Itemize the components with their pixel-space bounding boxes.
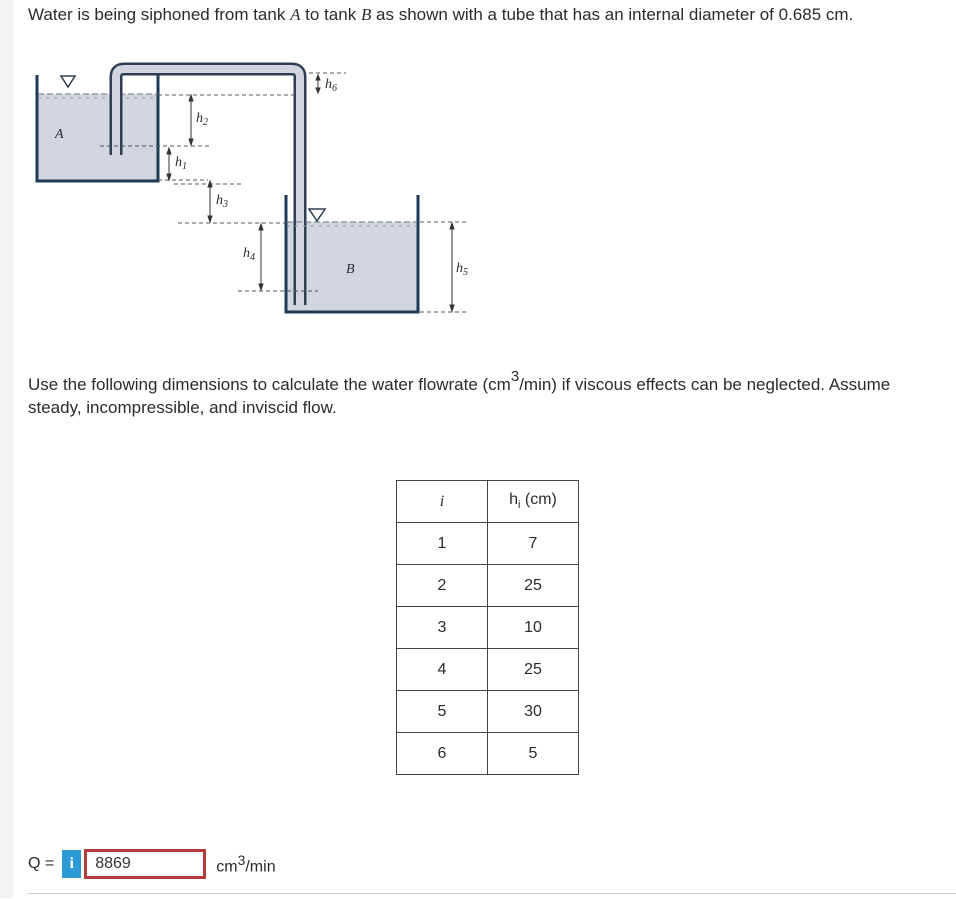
h6-label: $h_6$ (325, 77, 337, 94)
h5-label: $h_5$ (456, 261, 468, 278)
cell-i: 1 (397, 523, 488, 565)
cell-i: 2 (397, 565, 488, 607)
problem-statement: Water is being siphoned from tank A to tank B as shown with a tube that has an internal diameter of 0.685 cm. (28, 5, 854, 24)
table-row (397, 733, 579, 775)
h4-label: $h_4$ (243, 246, 255, 263)
answer-row (28, 849, 276, 879)
q-label: Q = (28, 855, 55, 872)
tank-b-label: B (346, 262, 355, 277)
header-h: $h_i$ (cm) (488, 481, 579, 523)
siphon-diagram (28, 55, 478, 320)
cell-h: 10 (488, 607, 579, 649)
instructions: Use the following dimensions to calculate the water flowrate $(cm^3/\min)$ if viscous effects can be neglected. Assume steady, incompressible, and inviscid flow. (28, 368, 891, 417)
next-section-divider (28, 893, 956, 899)
tank-a-label: A (55, 127, 64, 142)
cell-i: 6 (397, 733, 488, 775)
table-row (397, 649, 579, 691)
h1-label: $h_1$ (175, 155, 187, 172)
info-icon[interactable]: i (62, 850, 81, 878)
cell-h: 7 (488, 523, 579, 565)
cell-h: 25 (488, 649, 579, 691)
cell-i: 5 (397, 691, 488, 733)
table-row (397, 691, 579, 733)
table-row (397, 523, 579, 565)
flowrate-answer-input[interactable] (84, 849, 206, 879)
cell-h: 30 (488, 691, 579, 733)
table-row (397, 565, 579, 607)
dimensions-table (396, 480, 579, 775)
water-level-marker-a (61, 76, 75, 87)
water-level-marker-b (309, 209, 325, 221)
cell-i: 3 (397, 607, 488, 649)
header-i: i (397, 481, 488, 523)
left-gutter (0, 0, 13, 898)
table-row (397, 607, 579, 649)
h3-label: $h_3$ (216, 193, 228, 210)
table-header-row (397, 481, 579, 523)
cell-i: 4 (397, 649, 488, 691)
h2-label: $h_2$ (196, 111, 208, 128)
unit-label: $cm^3/\min$ (216, 851, 276, 876)
cell-h: 5 (488, 733, 579, 775)
cell-h: 25 (488, 565, 579, 607)
